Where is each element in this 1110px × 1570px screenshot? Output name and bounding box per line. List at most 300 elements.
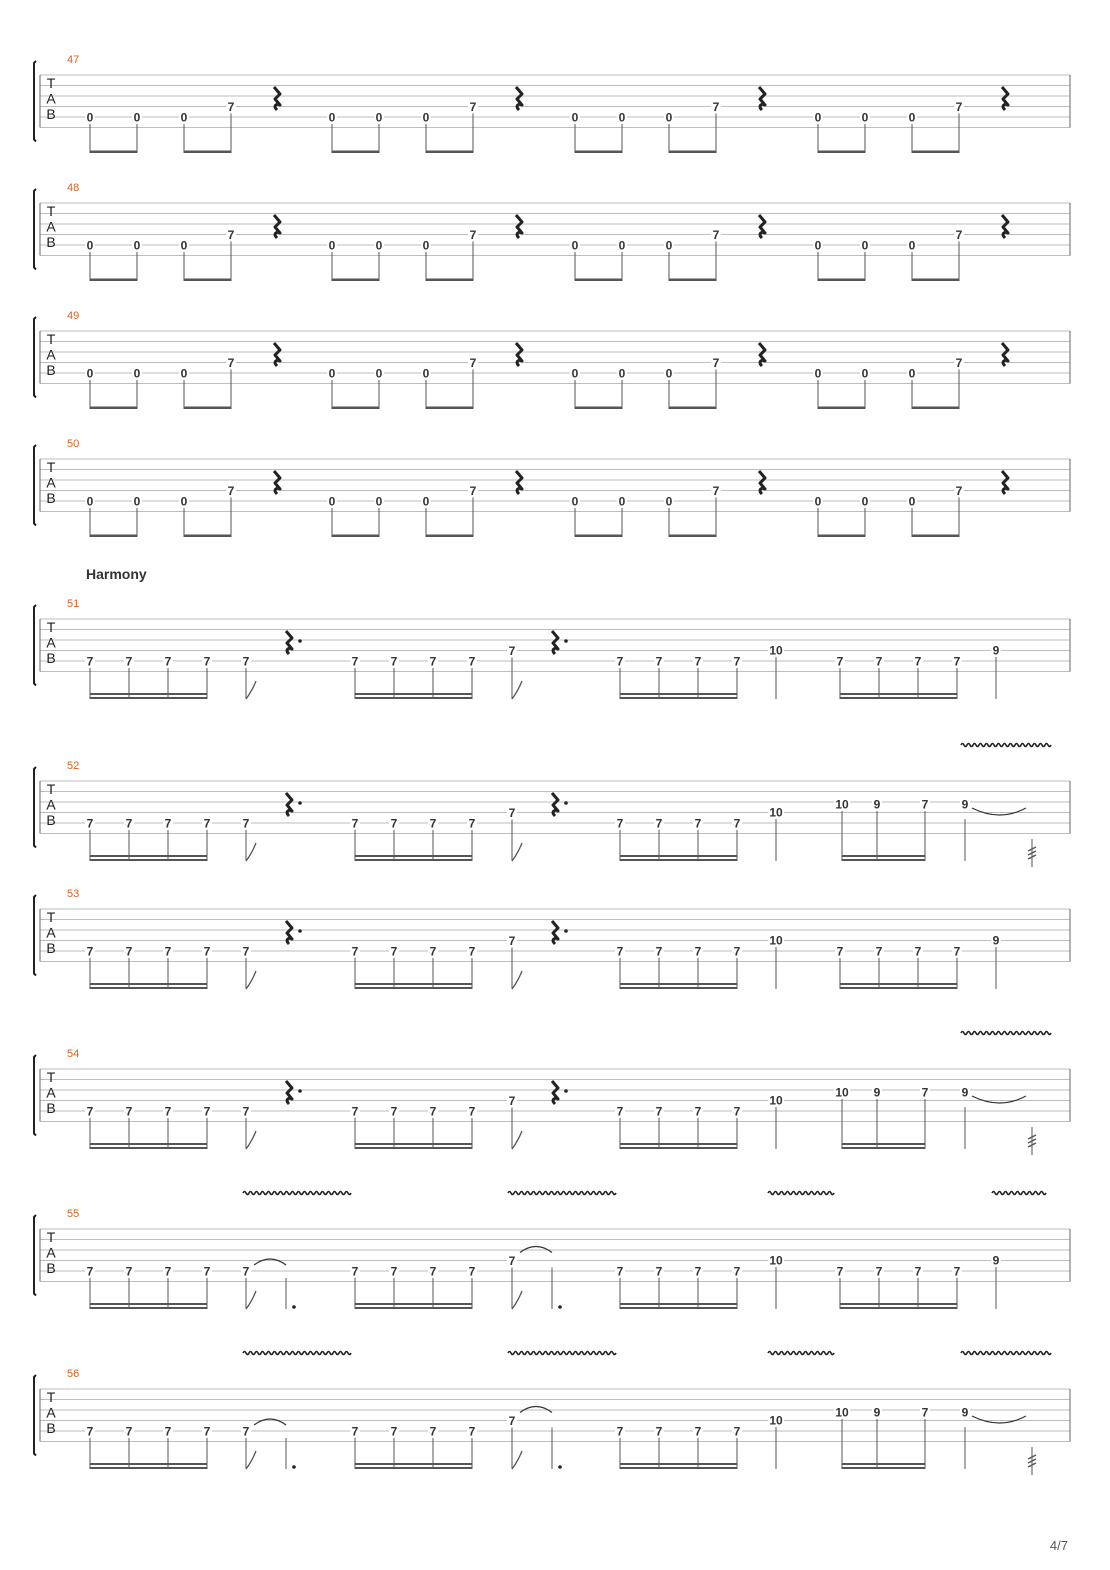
measure-number: 48	[67, 182, 80, 194]
fret-number: 7	[86, 1104, 94, 1119]
measure-number: 53	[67, 888, 80, 900]
tie-arc	[972, 1096, 1026, 1103]
beam	[912, 151, 959, 154]
fret-number: 7	[203, 944, 211, 959]
fret-number: 0	[908, 110, 916, 125]
fret-number: 0	[180, 110, 188, 125]
tab-clef-letter: B	[46, 234, 56, 250]
system-bracket	[34, 1215, 36, 1296]
fret-number: 0	[328, 366, 336, 381]
beam	[575, 279, 622, 282]
beam	[355, 1303, 472, 1305]
fret-number: 7	[164, 1424, 172, 1439]
measure-number: 50	[67, 438, 80, 450]
note-dot	[558, 1305, 562, 1309]
tab-clef-letter: A	[46, 796, 56, 813]
tab-clef-letter: T	[46, 1069, 56, 1085]
beam	[842, 859, 925, 861]
fret-number: 7	[164, 944, 172, 959]
fret-number: 0	[861, 238, 869, 253]
note-flag	[512, 971, 522, 989]
fret-number: 7	[694, 1264, 702, 1279]
beam	[620, 1307, 737, 1309]
fret-number: 7	[655, 944, 663, 959]
fret-number: 0	[375, 366, 383, 381]
fret-number: 0	[618, 238, 626, 253]
fret-number: 7	[203, 654, 211, 669]
fret-number: 7	[390, 944, 398, 959]
fret-number: 0	[328, 238, 336, 253]
beam	[90, 987, 207, 989]
fret-number: 7	[429, 654, 437, 669]
tab-clef-letter: A	[46, 634, 56, 651]
fret-number: 7	[655, 1264, 663, 1279]
tab-clef-letter: B	[46, 1420, 56, 1436]
tab-clef-letter: T	[46, 203, 56, 219]
beam	[332, 535, 379, 538]
tab-clef-letter: A	[46, 90, 56, 107]
tab-clef-letter: A	[46, 346, 56, 363]
measure-number: 54	[67, 1048, 80, 1060]
vibrato-mark	[243, 1352, 351, 1355]
fret-number: 7	[508, 1254, 516, 1268]
note-dot	[292, 1465, 296, 1469]
fret-number: 7	[616, 654, 624, 669]
fret-number: 7	[469, 356, 477, 370]
fret-number: 0	[665, 238, 673, 253]
measure-54	[34, 1032, 1070, 1156]
beam	[840, 1303, 957, 1305]
fret-number: 7	[125, 944, 133, 959]
beam	[842, 1143, 925, 1145]
fret-number: 0	[375, 494, 383, 509]
fret-number: 7	[227, 228, 235, 242]
fret-number: 7	[390, 816, 398, 831]
fret-number: 7	[242, 654, 250, 669]
fret-number: 10	[835, 1405, 849, 1420]
fret-number: 0	[908, 494, 916, 509]
fret-number: 7	[164, 1104, 172, 1119]
rest-dot	[564, 801, 568, 805]
fret-number: 7	[203, 1264, 211, 1279]
tab-clef-letter: A	[46, 1244, 56, 1261]
fret-number: 7	[953, 1264, 961, 1279]
page-number: 4/7	[1049, 1538, 1068, 1553]
rest-dot	[298, 929, 302, 933]
beam	[426, 535, 473, 538]
tie-arc	[972, 808, 1026, 815]
measure-number: 51	[67, 598, 80, 610]
beam	[355, 1143, 472, 1145]
beam	[620, 983, 737, 985]
tab-clef-letter: A	[46, 218, 56, 235]
fret-number: 7	[955, 356, 963, 370]
beam	[426, 279, 473, 282]
rest-dot	[564, 1089, 568, 1093]
beam	[842, 1147, 925, 1149]
note-flag	[512, 1131, 522, 1149]
system-bracket	[34, 61, 36, 142]
beam	[620, 697, 737, 699]
beam	[912, 407, 959, 410]
tab-clef-letter: A	[46, 1084, 56, 1101]
fret-number: 7	[242, 1424, 250, 1439]
fret-number: 7	[164, 816, 172, 831]
measure-55	[34, 1192, 1070, 1310]
fret-number: 7	[468, 816, 476, 831]
measure-49	[34, 310, 1070, 409]
beam	[620, 1467, 737, 1469]
fret-number: 7	[875, 944, 883, 959]
fret-number: 7	[242, 1104, 250, 1119]
tab-clef-letter: T	[46, 1229, 56, 1245]
fret-number: 7	[921, 1085, 929, 1100]
tab-clef-letter: B	[46, 940, 56, 956]
beam	[620, 1303, 737, 1305]
beam	[355, 1467, 472, 1469]
fret-number: 7	[508, 806, 516, 820]
fret-number: 7	[351, 654, 359, 669]
beam	[90, 1463, 207, 1465]
beam	[90, 279, 137, 282]
system-bracket	[34, 1055, 36, 1136]
fret-number: 0	[422, 366, 430, 381]
fret-number: 7	[86, 1424, 94, 1439]
tab-clef-letter: T	[46, 619, 56, 635]
fret-number: 7	[351, 1424, 359, 1439]
fret-number: 7	[390, 1424, 398, 1439]
fret-number: 7	[655, 654, 663, 669]
measure-number: 47	[67, 54, 80, 66]
tab-clef-letter: B	[46, 490, 56, 506]
measure-56	[34, 1352, 1070, 1476]
note-flag	[512, 843, 522, 861]
tab-clef-letter: T	[46, 75, 56, 91]
tab-clef-letter: B	[46, 650, 56, 666]
rest-dot	[298, 801, 302, 805]
fret-number: 7	[351, 816, 359, 831]
beam	[620, 1143, 737, 1145]
fret-number: 7	[694, 816, 702, 831]
fret-number: 9	[961, 1405, 969, 1420]
tab-clef-letter: B	[46, 1100, 56, 1116]
fret-number: 7	[125, 1424, 133, 1439]
fret-number: 7	[351, 1264, 359, 1279]
fret-number: 7	[712, 484, 720, 498]
beam	[840, 987, 957, 989]
beam	[620, 1147, 737, 1149]
fret-number: 7	[712, 356, 720, 370]
beam	[90, 693, 207, 695]
fret-number: 7	[125, 816, 133, 831]
beam	[575, 407, 622, 410]
fret-number: 0	[375, 238, 383, 253]
note-flag	[512, 1291, 522, 1309]
fret-number: 7	[468, 944, 476, 959]
tab-clef-letter: B	[46, 106, 56, 122]
system-bracket	[34, 445, 36, 526]
note-flag	[512, 1451, 522, 1469]
fret-number: 7	[733, 654, 741, 669]
fret-number: 7	[86, 654, 94, 669]
fret-number: 7	[712, 100, 720, 114]
beam	[426, 407, 473, 410]
fret-number: 0	[665, 366, 673, 381]
fret-number: 7	[733, 1104, 741, 1119]
vibrato-mark	[508, 1192, 616, 1195]
fret-number: 0	[814, 366, 822, 381]
beam	[818, 279, 865, 282]
beam	[842, 1463, 925, 1465]
measure-number: 49	[67, 310, 80, 322]
fret-number: 0	[571, 494, 579, 509]
beam	[355, 983, 472, 985]
fret-number: 7	[242, 816, 250, 831]
beam	[90, 1303, 207, 1305]
fret-number: 7	[203, 1104, 211, 1119]
fret-number: 7	[953, 654, 961, 669]
fret-number: 0	[86, 366, 94, 381]
fret-number: 7	[164, 654, 172, 669]
fret-number: 7	[953, 944, 961, 959]
fret-number: 0	[571, 110, 579, 125]
fret-number: 7	[469, 484, 477, 498]
fret-number: 0	[133, 366, 141, 381]
fret-number: 7	[86, 816, 94, 831]
beam	[912, 279, 959, 282]
fret-number: 0	[133, 110, 141, 125]
fret-number: 7	[203, 1424, 211, 1439]
fret-number: 7	[836, 654, 844, 669]
fret-number: 7	[694, 1424, 702, 1439]
fret-number: 7	[429, 1104, 437, 1119]
fret-number: 9	[873, 797, 881, 812]
fret-number: 0	[133, 238, 141, 253]
tab-clef-letter: T	[46, 1389, 56, 1405]
fret-number: 7	[203, 816, 211, 831]
fret-number: 0	[908, 366, 916, 381]
fret-number: 7	[469, 100, 477, 114]
tab-clef-letter: B	[46, 362, 56, 378]
note-flag	[246, 681, 256, 699]
fret-number: 7	[125, 1264, 133, 1279]
fret-number: 0	[571, 366, 579, 381]
fret-number: 7	[86, 944, 94, 959]
fret-number: 7	[508, 1094, 516, 1108]
beam	[332, 279, 379, 282]
system-bracket	[34, 605, 36, 686]
fret-number: 10	[769, 805, 783, 820]
beam	[90, 855, 207, 857]
measure-number: 52	[67, 760, 80, 772]
tie-arc	[972, 1416, 1026, 1423]
fret-number: 10	[769, 933, 783, 948]
beam	[90, 1467, 207, 1469]
vibrato-mark	[961, 1032, 1051, 1035]
fret-number: 7	[429, 816, 437, 831]
tie-arc	[254, 1259, 286, 1265]
fret-number: 0	[861, 110, 869, 125]
fret-number: 7	[921, 797, 929, 812]
fret-number: 7	[875, 1264, 883, 1279]
fret-number: 0	[422, 110, 430, 125]
vibrato-mark	[768, 1192, 834, 1195]
vibrato-mark	[961, 744, 1051, 747]
measure-52	[34, 744, 1070, 868]
fret-number: 0	[422, 494, 430, 509]
rest-dot	[298, 1089, 302, 1093]
beam	[184, 535, 231, 538]
tab-clef-letter: T	[46, 331, 56, 347]
fret-number: 0	[861, 366, 869, 381]
fret-number: 7	[616, 944, 624, 959]
fret-number: 9	[961, 797, 969, 812]
beam	[818, 407, 865, 410]
tab-clef-letter: T	[46, 781, 56, 797]
beam	[90, 859, 207, 861]
beam	[355, 1147, 472, 1149]
tab-clef-letter: T	[46, 459, 56, 475]
beam	[90, 151, 137, 154]
beam	[620, 855, 737, 857]
fret-number: 7	[655, 816, 663, 831]
beam	[818, 151, 865, 154]
beam	[355, 1307, 472, 1309]
fret-number: 7	[655, 1424, 663, 1439]
fret-number: 7	[390, 1264, 398, 1279]
fret-number: 0	[180, 366, 188, 381]
measure-51	[34, 598, 1070, 699]
system-bracket	[34, 1375, 36, 1456]
vibrato-mark	[508, 1352, 616, 1355]
vibrato-mark	[961, 1352, 1051, 1355]
fret-number: 7	[469, 228, 477, 242]
fret-number: 7	[508, 1414, 516, 1428]
fret-number: 10	[769, 1413, 783, 1428]
beam	[184, 407, 231, 410]
fret-number: 7	[616, 816, 624, 831]
beam	[840, 983, 957, 985]
fret-number: 7	[429, 1264, 437, 1279]
measure-48	[34, 182, 1070, 281]
fret-number: 7	[429, 944, 437, 959]
beam	[355, 1463, 472, 1465]
fret-number: 0	[618, 366, 626, 381]
vibrato-mark	[992, 1192, 1046, 1195]
fret-number: 7	[390, 654, 398, 669]
fret-number: 7	[914, 944, 922, 959]
beam	[355, 859, 472, 861]
fret-number: 0	[180, 238, 188, 253]
fret-number: 0	[328, 494, 336, 509]
fret-number: 0	[618, 494, 626, 509]
fret-number: 7	[694, 654, 702, 669]
fret-number: 0	[86, 238, 94, 253]
fret-number: 7	[468, 654, 476, 669]
note-flag	[246, 1131, 256, 1149]
beam	[90, 697, 207, 699]
beam	[184, 279, 231, 282]
fret-number: 7	[468, 1424, 476, 1439]
fret-number: 7	[125, 1104, 133, 1119]
fret-number: 0	[665, 110, 673, 125]
note-flag	[246, 1451, 256, 1469]
fret-number: 0	[328, 110, 336, 125]
beam	[332, 151, 379, 154]
rest-dot	[564, 929, 568, 933]
fret-number: 7	[914, 1264, 922, 1279]
beam	[332, 407, 379, 410]
fret-number: 9	[873, 1085, 881, 1100]
beam	[90, 1143, 207, 1145]
fret-number: 0	[86, 494, 94, 509]
beam	[818, 535, 865, 538]
tab-clef-letter: A	[46, 924, 56, 941]
fret-number: 9	[992, 1253, 1000, 1268]
fret-number: 10	[835, 797, 849, 812]
system-bracket	[34, 895, 36, 976]
fret-number: 7	[351, 944, 359, 959]
fret-number: 7	[733, 1264, 741, 1279]
fret-number: 7	[733, 816, 741, 831]
fret-number: 7	[733, 1424, 741, 1439]
beam	[840, 693, 957, 695]
tab-clef-letter: B	[46, 812, 56, 828]
system-bracket	[34, 189, 36, 270]
beam	[840, 697, 957, 699]
note-flag	[246, 1291, 256, 1309]
beam	[90, 535, 137, 538]
fret-number: 7	[921, 1405, 929, 1420]
fret-number: 7	[955, 484, 963, 498]
fret-number: 9	[873, 1405, 881, 1420]
fret-number: 7	[616, 1424, 624, 1439]
fret-number: 7	[616, 1264, 624, 1279]
fret-number: 7	[955, 100, 963, 114]
rest-dot	[298, 639, 302, 643]
fret-number: 0	[375, 110, 383, 125]
fret-number: 10	[835, 1085, 849, 1100]
fret-number: 9	[961, 1085, 969, 1100]
fret-number: 0	[814, 494, 822, 509]
beam	[840, 1307, 957, 1309]
beam	[669, 151, 716, 154]
rest-dot	[564, 639, 568, 643]
tab-clef-letter: A	[46, 1404, 56, 1421]
beam	[669, 279, 716, 282]
fret-number: 0	[86, 110, 94, 125]
note-flag	[512, 681, 522, 699]
fret-number: 7	[227, 100, 235, 114]
fret-number: 9	[992, 643, 1000, 658]
section-label-harmony: Harmony	[86, 566, 147, 582]
fret-number: 7	[914, 654, 922, 669]
fret-number: 0	[665, 494, 673, 509]
fret-number: 7	[616, 1104, 624, 1119]
fret-number: 7	[955, 228, 963, 242]
fret-number: 7	[836, 944, 844, 959]
fret-number: 7	[86, 1264, 94, 1279]
beam	[669, 535, 716, 538]
fret-number: 10	[769, 643, 783, 658]
beam	[842, 1467, 925, 1469]
fret-number: 7	[242, 1264, 250, 1279]
fret-number: 0	[422, 238, 430, 253]
fret-number: 7	[390, 1104, 398, 1119]
fret-number: 0	[571, 238, 579, 253]
system-bracket	[34, 317, 36, 398]
note-dot	[558, 1465, 562, 1469]
